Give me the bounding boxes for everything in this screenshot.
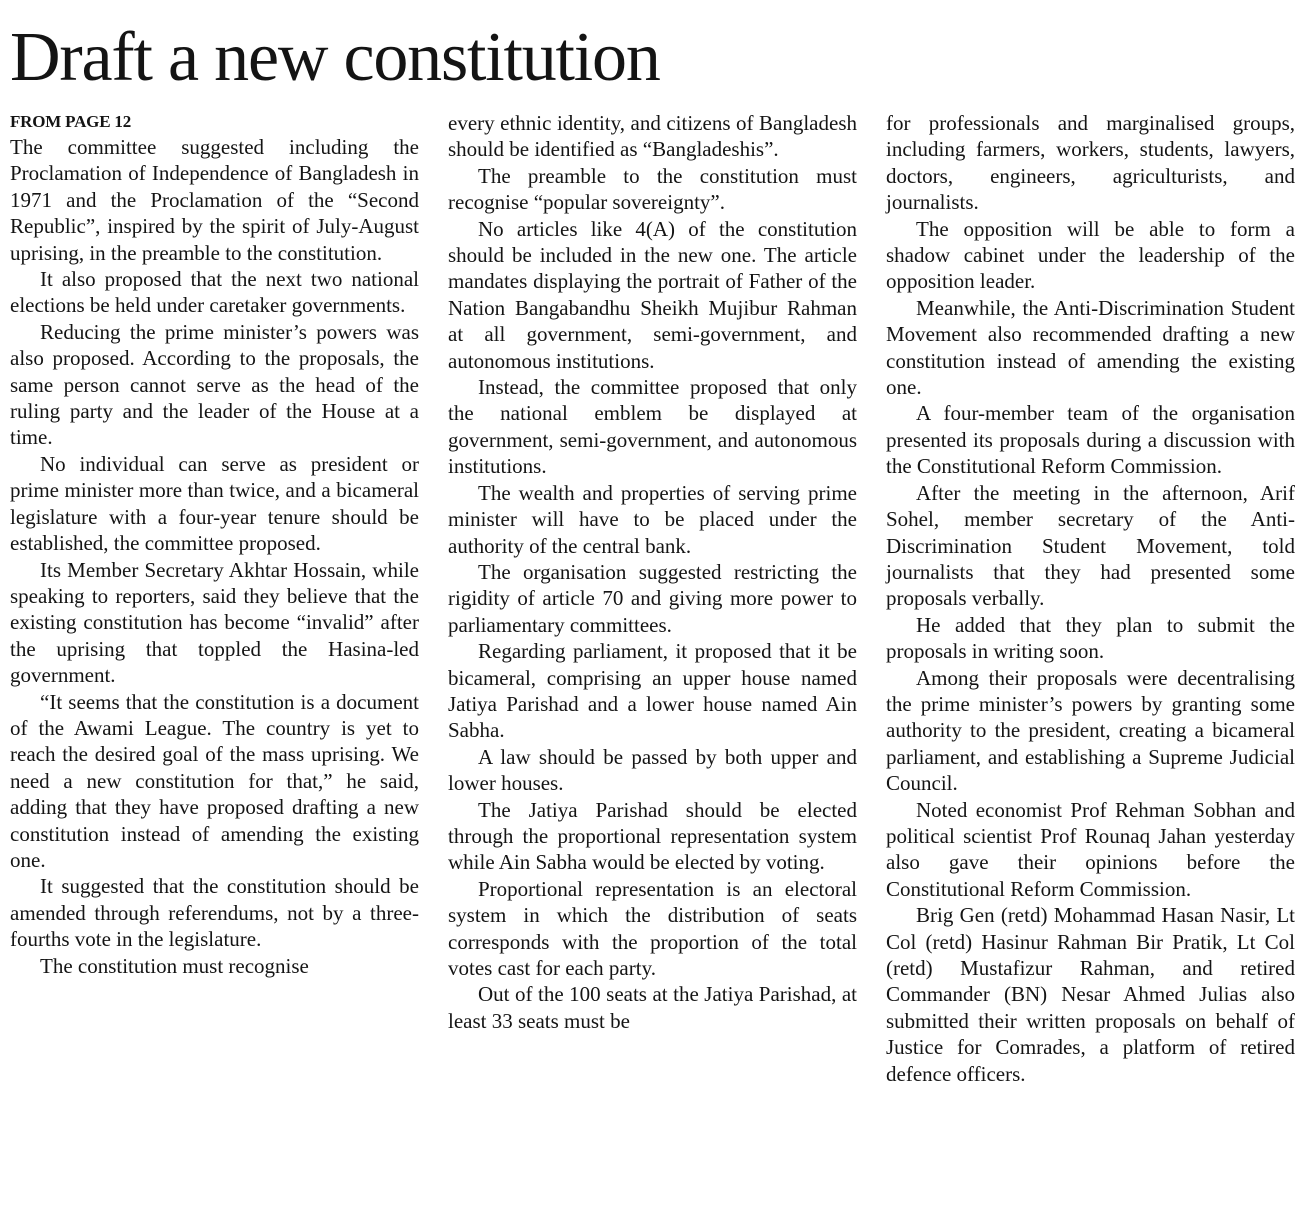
paragraph: No individual can serve as president or prime minister more than twice, and a bicameral legislature with a four-year tenure should be established, the committee proposed. (10, 451, 419, 556)
paragraph: “It seems that the constitution is a document of the Awami League. The country is yet to reach the desired goal of the mass uprising. We need a new constitution for that,” he said, adding that they have proposed drafting a new constitution instead of amending the existing one. (10, 689, 419, 872)
paragraph: Proportional representation is an electoral system in which the distribution of seats corresponds with the proportion of the total votes cast for each party. (448, 876, 857, 980)
paragraph: Among their proposals were decentralising the prime minister’s powers by granting some authority to the president, creating a bicameral parliament, and establishing a Supreme Judicial Council. (886, 665, 1295, 796)
paragraph: Its Member Secretary Akhtar Hossain, while speaking to reporters, said they believe that the existing constitution has become “invalid” after the uprising that toppled the Hasina-led government. (10, 557, 419, 688)
paragraph: Brig Gen (retd) Mohammad Hasan Nasir, Lt Col (retd) Hasinur Rahman Bir Pratik, Lt Col (retd) Mustafizur Rahman, and retired Commander (BN) Nesar Ahmed Julias also submitted their written proposals on behalf of Justice for Comrades, a platform of retired defence officers. (886, 903, 1295, 1086)
article-column-1 (10, 110, 419, 979)
paragraph: A law should be passed by both upper and lower houses. (448, 744, 857, 796)
paragraph: It also proposed that the next two national elections be held under caretaker governments. (10, 267, 419, 318)
paragraph: The committee suggested including the Proclamation of Independence of Bangladesh in 1971 and the Proclamation of the “Second Republic”, inspired by the spirit of July-August uprising, in the preamble to the constitution. (10, 135, 419, 265)
paragraph: A four-member team of the organisation presented its proposals during a discussion with the Constitutional Reform Commission. (886, 401, 1295, 479)
paragraph: every ethnic identity, and citizens of Bangladesh should be identified as “Bangladeshis”. (448, 111, 857, 162)
article-column-2 (448, 110, 857, 1034)
paragraph: Meanwhile, the Anti-Discrimination Student Movement also recommended drafting a new constitution instead of amending the existing one. (886, 295, 1295, 400)
paragraph: Noted economist Prof Rehman Sobhan and political scientist Prof Rounaq Jahan yesterday also gave their opinions before the Constitutional Reform Commission. (886, 797, 1295, 901)
paragraph: The opposition will be able to form a shadow cabinet under the leadership of the opposition leader. (886, 216, 1295, 294)
paragraph: It suggested that the constitution should be amended through referendums, not by a three-fourths vote in the legislature. (10, 874, 419, 952)
paragraph: for professionals and marginalised groups, including farmers, workers, students, lawyers, doctors, engineers, agriculturists, and journalists. (886, 111, 1295, 215)
paragraph: The organisation suggested restricting the rigidity of article 70 and giving more power to parliamentary committees. (448, 559, 857, 637)
continuation-kicker: FROM PAGE 12 (10, 112, 131, 131)
article-column-3 (886, 110, 1295, 1087)
paragraph: He added that they plan to submit the proposals in writing soon. (886, 612, 1295, 664)
headline: Draft a new constitution (10, 19, 660, 96)
paragraph: The constitution must recognise (40, 953, 309, 978)
paragraph: After the meeting in the afternoon, Arif Sohel, member secretary of the Anti-Discrimination Student Movement, told journalists that they had presented some proposals verbally. (886, 480, 1295, 611)
paragraph: Instead, the committee proposed that only the national emblem be displayed at government, semi-government, and autonomous institutions. (448, 375, 857, 479)
paragraph: No articles like 4(A) of the constitution should be included in the new one. The article mandates displaying the portrait of Father of the Nation Bangabandhu Sheikh Mujibur Rahman at all government, semi-government, and autonomous institutions. (448, 216, 857, 373)
paragraph: The preamble to the constitution must recognise “popular sovereignty”. (448, 163, 857, 215)
paragraph: Out of the 100 seats at the Jatiya Parishad, at least 33 seats must be (448, 982, 857, 1033)
paragraph: Reducing the prime minister’s powers was also proposed. According to the proposals, the same person cannot serve as the head of the ruling party and the leader of the House at a time. (10, 319, 419, 450)
paragraph: The Jatiya Parishad should be elected through the proportional representation system while Ain Sabha would be elected by voting. (448, 797, 857, 875)
paragraph: The wealth and properties of serving prime minister will have to be placed under the authority of the central bank. (448, 480, 857, 558)
paragraph: Regarding parliament, it proposed that it be bicameral, comprising an upper house named Jatiya Parishad and a lower house named Ain Sabha. (448, 639, 857, 743)
